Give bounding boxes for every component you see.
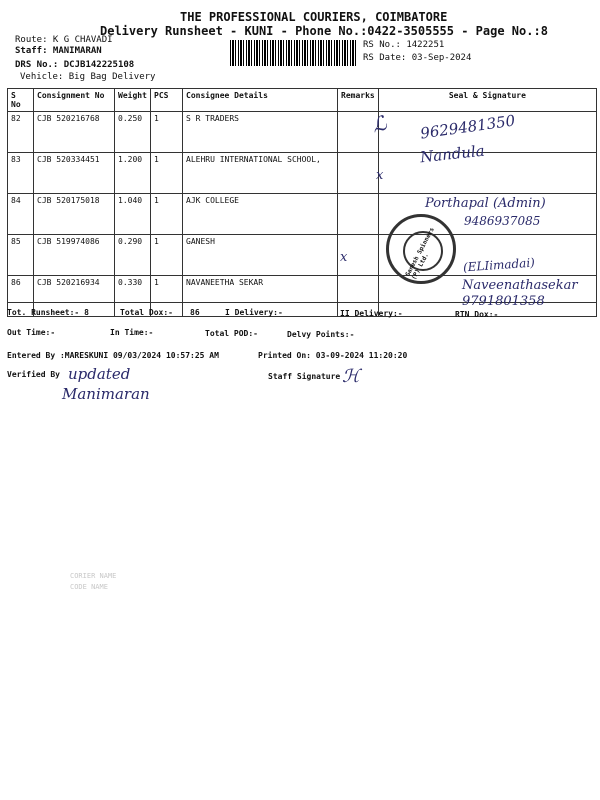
tick-mark-83: x bbox=[376, 168, 384, 183]
company-seal-stamp bbox=[386, 214, 456, 284]
ghost-print-line: CORIER NAME bbox=[70, 572, 117, 580]
route: Route: K G CHAVADI bbox=[15, 35, 113, 45]
handwritten-name-84: Porthapal (Admin) bbox=[425, 196, 546, 211]
tick-mark-85: x bbox=[340, 250, 348, 265]
cell-pcs: 1 bbox=[151, 194, 183, 235]
drs-number: DRS No.: DCJB142225108 bbox=[15, 60, 135, 70]
handwritten-phone-84: 9486937085 bbox=[464, 214, 541, 228]
handwritten-verified-note: updated bbox=[68, 365, 131, 383]
cell-consignment: CJB 519974086 bbox=[34, 235, 115, 276]
staff-signature-scribble: ℋ bbox=[342, 366, 360, 387]
signature-scribble-82: ℒ bbox=[369, 110, 390, 138]
cell-pcs: 1 bbox=[151, 112, 183, 153]
col-consignment: Consignment No bbox=[34, 89, 115, 112]
handwritten-signer-86: Naveenathasekar bbox=[462, 278, 578, 293]
col-weight: Weight bbox=[115, 89, 151, 112]
in-time: In Time:- bbox=[110, 328, 154, 337]
tot-runsheet: Tot. Runsheet:- 8 bbox=[7, 308, 89, 317]
col-remarks: Remarks bbox=[338, 89, 379, 112]
cell-pcs: 1 bbox=[151, 276, 183, 317]
runsheet-title: Delivery Runsheet - KUNI - Phone No.:0422-3505555 - Page No.:8 bbox=[100, 24, 548, 38]
cell-weight: 1.200 bbox=[115, 153, 151, 194]
cell-remarks bbox=[338, 153, 379, 194]
cell-consignee: ALEHRU INTERNATIONAL SCHOOL, bbox=[183, 153, 338, 194]
handwritten-verified-name: Manimaran bbox=[62, 385, 150, 403]
cell-consignment: CJB 520216768 bbox=[34, 112, 115, 153]
total-pod: Total POD:- bbox=[205, 329, 258, 338]
cell-weight: 0.250 bbox=[115, 112, 151, 153]
cell-consignment: CJB 520175018 bbox=[34, 194, 115, 235]
ii-delivery: II Delivery:- bbox=[340, 309, 403, 318]
company-name: THE PROFESSIONAL COURIERS, COIMBATORE bbox=[180, 10, 448, 24]
cell-pcs: 1 bbox=[151, 153, 183, 194]
cell-weight: 0.330 bbox=[115, 276, 151, 317]
out-time: Out Time:- bbox=[7, 328, 56, 337]
cell-sno: 85 bbox=[8, 235, 34, 276]
cell-remarks bbox=[338, 194, 379, 235]
cell-pcs: 1 bbox=[151, 235, 183, 276]
stamp-text: Ganesh Spinners (P) Ltd. bbox=[404, 226, 436, 281]
ghost-print-line: CODE NAME bbox=[70, 583, 108, 591]
cell-consignee: S R TRADERS bbox=[183, 112, 338, 153]
cell-consignment: CJB 520216934 bbox=[34, 276, 115, 317]
cell-sno: 82 bbox=[8, 112, 34, 153]
staff: Staff: MANIMARAN bbox=[15, 46, 102, 56]
cell-consignee: NAVANEETHA SEKAR bbox=[183, 276, 338, 317]
col-pcs: PCS bbox=[151, 89, 183, 112]
cell-weight: 1.040 bbox=[115, 194, 151, 235]
rtn-dox: RTN Dox:- bbox=[455, 310, 499, 319]
cell-consignment: CJB 520334451 bbox=[34, 153, 115, 194]
rs-date: RS Date: 03-Sep-2024 bbox=[363, 53, 472, 63]
col-consignee: Consignee Details bbox=[183, 89, 338, 112]
handwritten-phone-86: 9791801358 bbox=[462, 294, 545, 309]
total-dox-label: Total Dox:- bbox=[120, 308, 173, 317]
cell-consignee: AJK COLLEGE bbox=[183, 194, 338, 235]
staff-signature-label: Staff Signature bbox=[268, 372, 341, 381]
col-sno: S No bbox=[8, 89, 34, 112]
cell-sno: 86 bbox=[8, 276, 34, 317]
total-dox-value: 86 bbox=[190, 308, 200, 317]
col-seal-signature: Seal & Signature bbox=[378, 89, 596, 112]
barcode bbox=[230, 40, 356, 66]
table-header-row bbox=[8, 89, 597, 112]
i-delivery: I Delivery:- bbox=[225, 308, 283, 317]
printed-on: Printed On: 03-09-2024 11:20:20 bbox=[258, 351, 408, 360]
table-row bbox=[8, 153, 597, 194]
cell-weight: 0.290 bbox=[115, 235, 151, 276]
entered-by: Entered By :MARESKUNI 09/03/2024 10:57:25 AM bbox=[7, 351, 219, 360]
vehicle: Vehicle: Big Bag Delivery bbox=[20, 72, 156, 82]
verified-by-label: Verified By bbox=[7, 370, 60, 379]
cell-consignee: GANESH bbox=[183, 235, 338, 276]
handwritten-note-86: (ELIimadai) bbox=[462, 255, 536, 275]
cell-sno: 83 bbox=[8, 153, 34, 194]
rs-number: RS No.: 1422251 bbox=[363, 40, 445, 50]
delvy-points: Delvy Points:- bbox=[287, 330, 355, 339]
handwritten-name-83: Nandula bbox=[419, 141, 486, 167]
cell-sno: 84 bbox=[8, 194, 34, 235]
cell-signature bbox=[378, 153, 596, 194]
handwritten-phone-82: 9629481350 bbox=[419, 111, 517, 143]
